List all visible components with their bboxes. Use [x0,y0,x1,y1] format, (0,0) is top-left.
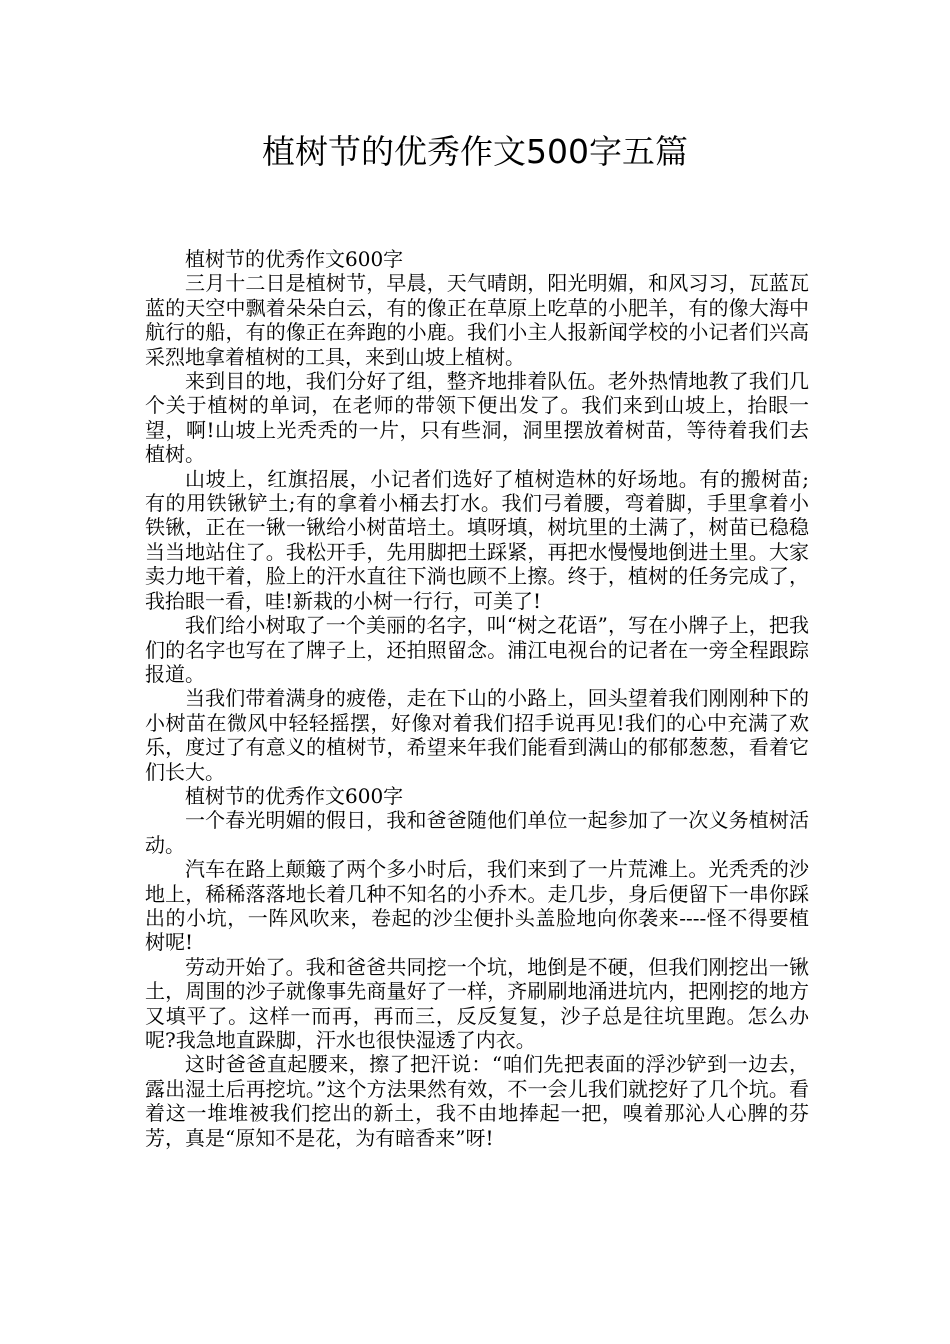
paragraph: 这时爸爸直起腰来，擦了把汗说：“咱们先把表面的浮沙铲到一边去，露出湿土后再挖坑。”这个方法果然有效，不一会儿我们就挖好了几个坑。看着这一堆堆被我们挖出的新土，我不由地捧起一把，嗅着那沁人心脾的芬芳，真是“原知不是花，为有暗香来”呀! [145,1052,809,1150]
document-body [145,247,809,1150]
paragraph: 山坡上，红旗招展，小记者们选好了植树造林的好场地。有的搬树苗;有的用铁锹铲土;有的拿着小桶去打水。我们弓着腰，弯着脚，手里拿着小铁锹，正在一锹一锹给小树苗培土。填呀填，树坑里的土满了，树苗已稳稳当当地站住了。我松开手，先用脚把土踩紧，再把水慢慢地倒进土里。大家卖力地干着，脸上的汗水直往下淌也顾不上擦。终于，植树的任务完成了，我抬眼一看，哇!新栽的小树一行行，可美了! [145,466,809,613]
paragraph: 来到目的地，我们分好了组，整齐地排着队伍。老外热情地教了我们几个关于植树的单词，在老师的带领下便出发了。我们来到山坡上，抬眼一望，啊!山坡上光秃秃的一片，只有些洞，洞里摆放着树苗，等待着我们去植树。 [145,369,809,467]
paragraph: 汽车在路上颠簸了两个多小时后，我们来到了一片荒滩上。光秃秃的沙地上，稀稀落落地长着几种不知名的小乔木。走几步，身后便留下一串你踩出的小坑，一阵风吹来，卷起的沙尘便扑头盖脸地向你袭来----怪不得要植树呢! [145,857,809,955]
section-heading: 植树节的优秀作文600字 [185,247,404,271]
paragraph: 一个春光明媚的假日，我和爸爸随他们单位一起参加了一次义务植树活动。 [145,808,809,857]
paragraph: 当我们带着满身的疲倦，走在下山的小路上，回头望着我们刚刚种下的小树苗在微风中轻轻摇摆，好像对着我们招手说再见!我们的心中充满了欢乐，度过了有意义的植树节，希望来年我们能看到满山的郁郁葱葱，看着它们长大。 [145,686,809,784]
document-title: 植树节的优秀作文500字五篇 [262,132,688,171]
paragraph: 三月十二日是植树节，早晨，天气晴朗，阳光明媚，和风习习，瓦蓝瓦蓝的天空中飘着朵朵白云，有的像正在草原上吃草的小肥羊，有的像大海中航行的船，有的像正在奔跑的小鹿。我们小主人报新闻学校的小记者们兴高采烈地拿着植树的工具，来到山坡上植树。 [145,271,809,369]
paragraph: 劳动开始了。我和爸爸共同挖一个坑，地倒是不硬，但我们刚挖出一锹土，周围的沙子就像事先商量好了一样，齐刷刷地涌进坑内，把刚挖的地方又填平了。这样一而再，再而三，反反复复，沙子总是往坑里跑。怎么办呢?我急地直跺脚，汗水也很快湿透了内衣。 [145,954,809,1052]
section-heading: 植树节的优秀作文600字 [185,783,404,808]
paragraph: 我们给小树取了一个美丽的名字，叫“树之花语”，写在小牌子上，把我们的名字也写在了牌子上，还拍照留念。浦江电视台的记者在一旁全程跟踪报道。 [145,613,809,686]
